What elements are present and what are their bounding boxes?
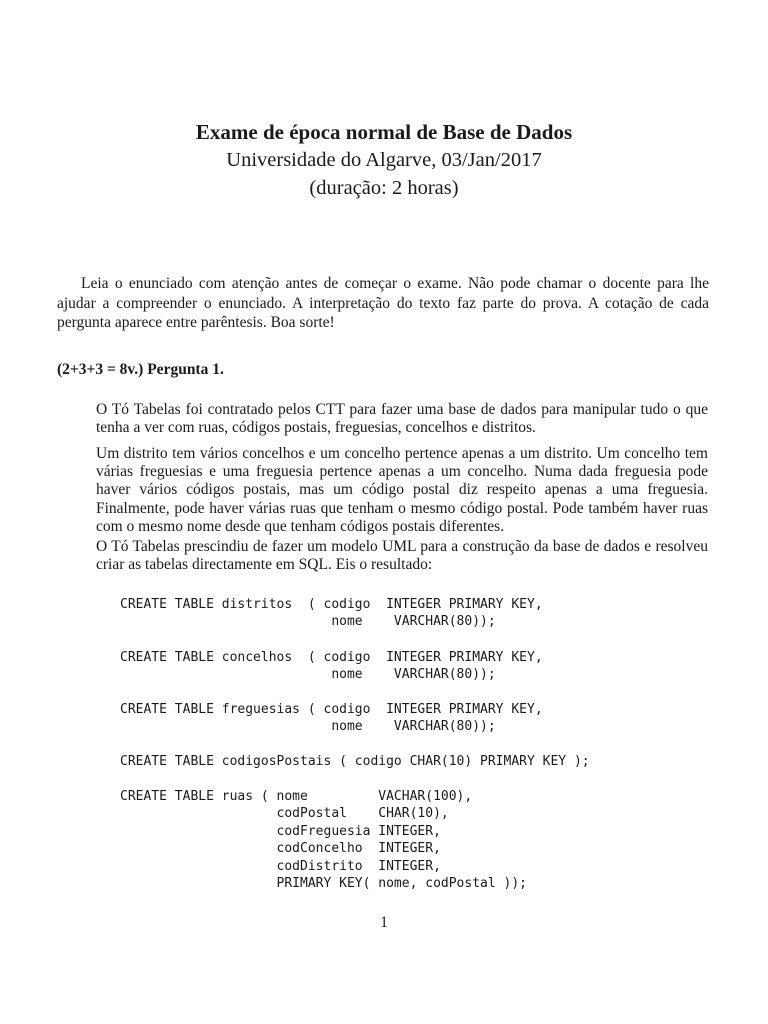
sql-create-codigos-postais: CREATE TABLE codigosPostais ( codigo CHAR(10) PRIMARY KEY );	[120, 754, 590, 769]
exam-subtitle: Universidade do Algarve, 03/Jan/2017	[226, 149, 542, 171]
page-number: 1	[380, 914, 388, 931]
question-1-heading: (2+3+3 = 8v.) Pergunta 1.	[57, 361, 224, 378]
sql-create-distritos: CREATE TABLE distritos ( codigo INTEGER PRIMARY KEY, nome VARCHAR(80));	[120, 597, 543, 630]
exam-duration: (duração: 2 horas)	[309, 177, 459, 199]
title-block	[0, 118, 768, 202]
sql-create-ruas: CREATE TABLE ruas ( nome VACHAR(100), codPostal CHAR(10), codFreguesia INTEGER, codConcelho INTEGER, codDistrito INTEGER, PRIMARY KEY( nome, codPostal ));	[120, 789, 527, 892]
exam-title: Exame de época normal de Base de Dados	[195, 120, 573, 144]
question-1-paragraph-1: O Tó Tabelas foi contratado pelos CTT para fazer uma base de dados para manipular tudo o que tenha a ver com ruas, códigos postais, freguesias, concelhos e distritos.	[96, 401, 708, 437]
sql-create-freguesias: CREATE TABLE freguesias ( codigo INTEGER PRIMARY KEY, nome VARCHAR(80));	[120, 702, 543, 735]
intro-paragraph: Leia o enunciado com atenção antes de começar o exame. Não pode chamar o docente para lhe ajudar a compreender o enunciado. A interpretação do texto faz parte do prova. A cotação de cada pergunta aparece entre parêntesis. Boa sorte!	[57, 275, 709, 332]
sql-create-concelhos: CREATE TABLE concelhos ( codigo INTEGER PRIMARY KEY, nome VARCHAR(80));	[120, 650, 543, 683]
question-1-paragraph-2: Um distrito tem vários concelhos e um concelho pertence apenas a um distrito. Um concelho tem várias freguesias e uma freguesia pertence apenas a um concelho. Numa dada freguesia pode haver vários códigos postais, mas um código postal diz respeito apenas a uma freguesia. Finalmente, pode haver várias ruas que tenham o mesmo código postal. Pode também haver ruas com o mesmo nome desde que tenham códigos postais diferentes.	[96, 445, 708, 535]
question-1-paragraph-3: O Tó Tabelas prescindiu de fazer um modelo UML para a construção da base de dados e resolveu criar as tabelas directamente em SQL. Eis o resultado:	[96, 538, 708, 574]
